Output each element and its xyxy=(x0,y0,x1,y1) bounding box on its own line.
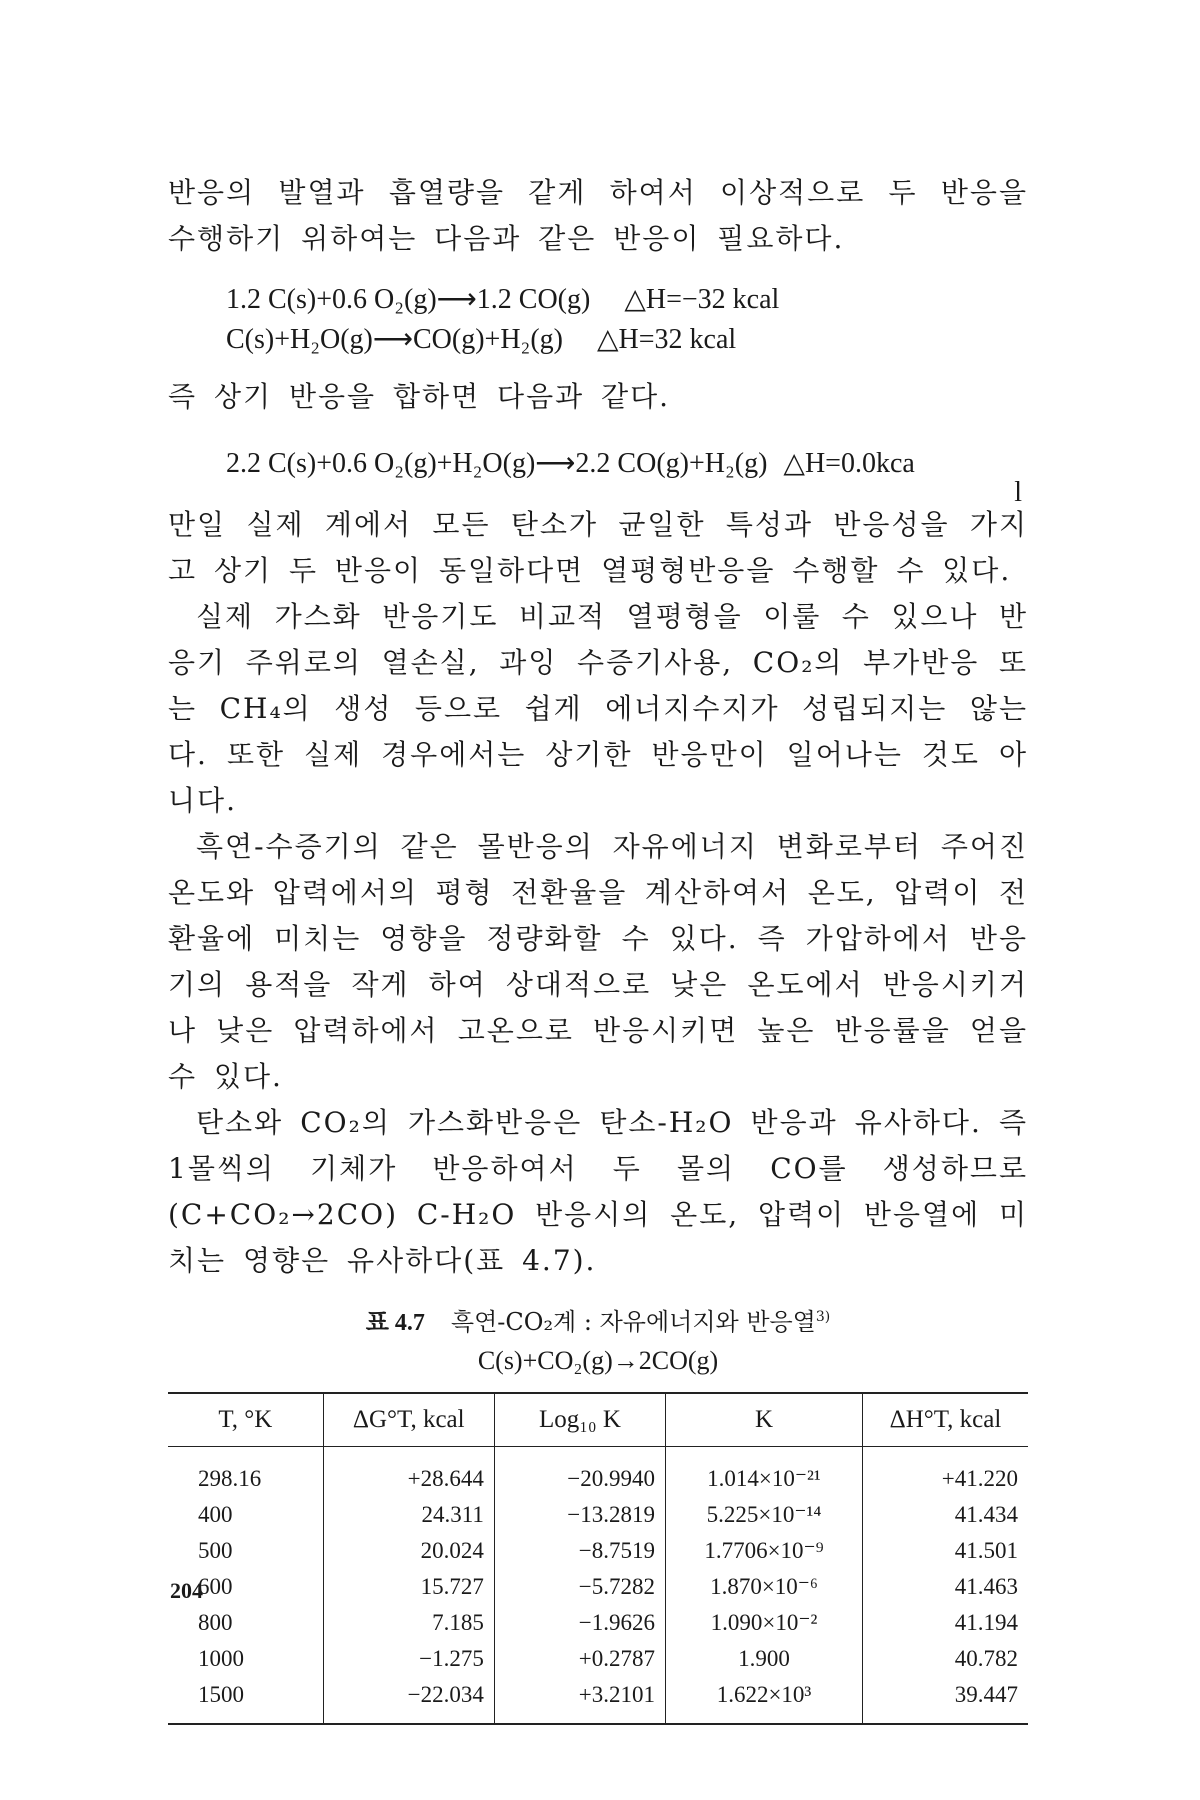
cell-delta-g: +28.644 xyxy=(323,1447,494,1498)
cell-delta-h: 39.447 xyxy=(862,1677,1028,1724)
cell-temperature: 298.16 xyxy=(198,1466,262,1491)
table-caption-text: 흑연-CO₂계 : 자유에너지와 반응열 xyxy=(450,1308,816,1336)
cell-k: 1.090×10⁻² xyxy=(666,1605,863,1641)
cell-delta-g: 15.727 xyxy=(323,1569,494,1605)
table-caption xyxy=(168,1298,1028,1342)
equation-2-reaction: C(s)+H₂O(g)⟶CO(g)+H₂(g) xyxy=(226,324,563,355)
equation-1-enthalpy: △H=−32 kcal xyxy=(624,284,780,315)
table-header-row xyxy=(168,1393,1028,1447)
paragraph-6: 탄소와 CO₂의 가스화반응은 탄소-H₂O 반응과 유사하다. 즉 1몰씩의 기체가 반응하여서 두 몰의 CO를 생성하므로(C+CO₂→2CO) C-H₂O 반응시의 온도, 압력이 반응열에 미치는 영향은 유사하다(표 4.7). xyxy=(168,1106,1028,1277)
cell-temperature: 600 xyxy=(198,1574,233,1599)
cell-delta-h: 41.434 xyxy=(862,1497,1028,1533)
page-content xyxy=(168,170,1028,1725)
cell-delta-g: 20.024 xyxy=(323,1533,494,1569)
equation-3 xyxy=(226,444,1028,484)
header-k: K xyxy=(666,1393,863,1447)
cell-log-k: −5.7282 xyxy=(494,1569,665,1605)
data-table xyxy=(168,1392,1028,1725)
table-row xyxy=(168,1641,1028,1677)
cell-log-k: +3.2101 xyxy=(494,1677,665,1724)
equation-3-tail: l xyxy=(1014,477,1022,508)
table-row xyxy=(168,1447,1028,1498)
cell-k: 1.900 xyxy=(666,1641,863,1677)
cell-k: 5.225×10⁻¹⁴ xyxy=(666,1497,863,1533)
header-delta-h: ΔH°T, kcal xyxy=(862,1393,1028,1447)
equation-3-reaction: 2.2 C(s)+0.6 O₂(g)+H₂O(g)⟶2.2 CO(g)+H₂(g) xyxy=(226,448,768,479)
cell-temperature: 400 xyxy=(198,1502,233,1527)
equation-1 xyxy=(226,280,1028,320)
table-caption-equation: C(s)+CO₂(g)→2CO(g) xyxy=(477,1346,719,1375)
cell-k: 1.014×10⁻²¹ xyxy=(666,1447,863,1498)
table-row xyxy=(168,1677,1028,1724)
cell-k: 1.870×10⁻⁶ xyxy=(666,1569,863,1605)
cell-delta-h: +41.220 xyxy=(862,1447,1028,1498)
cell-delta-g: 24.311 xyxy=(323,1497,494,1533)
table-row xyxy=(168,1605,1028,1641)
cell-log-k: +0.2787 xyxy=(494,1641,665,1677)
cell-delta-h: 41.501 xyxy=(862,1533,1028,1569)
table-row xyxy=(168,1533,1028,1569)
equation-1-reaction: 1.2 C(s)+0.6 O₂(g)⟶1.2 CO(g) xyxy=(226,284,591,315)
header-temperature: T, °K xyxy=(168,1393,323,1447)
paragraph-1: 반응의 발열과 흡열량을 같게 하여서 이상적으로 두 반응을 수행하기 위하여는 다음과 같은 반응이 필요하다. xyxy=(168,176,1028,255)
page-number: 204 xyxy=(170,1578,203,1603)
table-row xyxy=(168,1497,1028,1533)
table-row xyxy=(168,1569,1028,1605)
paragraph-3: 만일 실제 계에서 모든 탄소가 균일한 특성과 반응성을 가지고 상기 두 반응이 동일하다면 열평형반응을 수행할 수 있다. xyxy=(168,508,1028,587)
cell-k: 1.622×10³ xyxy=(666,1677,863,1724)
cell-delta-g: 7.185 xyxy=(323,1605,494,1641)
paragraph-5: 흑연-수증기의 같은 몰반응의 자유에너지 변화로부터 주어진 온도와 압력에서의 평형 전환율을 계산하여서 온도, 압력이 전환율에 미치는 영향을 정량화할 수 있다. 즉 가압하에서 반응기의 용적을 작게 하여 상대적으로 낮은 온도에서 반응시키거나 낮은 압력하에서 고온으로 반응시키면 높은 반응률을 얻을 수 있다. xyxy=(168,830,1028,1093)
cell-delta-g: −1.275 xyxy=(323,1641,494,1677)
equation-3-enthalpy: △H=0.0kca xyxy=(783,448,915,479)
table-caption-number: 표 4.7 xyxy=(365,1310,425,1336)
cell-temperature: 800 xyxy=(198,1610,233,1635)
cell-temperature: 1500 xyxy=(198,1682,244,1707)
header-log-k: Log₁₀ K xyxy=(494,1393,665,1447)
cell-delta-h: 41.194 xyxy=(862,1605,1028,1641)
cell-temperature: 1000 xyxy=(198,1646,244,1671)
cell-log-k: −13.2819 xyxy=(494,1497,665,1533)
cell-temperature: 500 xyxy=(198,1538,233,1563)
cell-delta-h: 40.782 xyxy=(862,1641,1028,1677)
header-delta-g: ΔG°T, kcal xyxy=(323,1393,494,1447)
cell-delta-g: −22.034 xyxy=(323,1677,494,1724)
cell-log-k: −20.9940 xyxy=(494,1447,665,1498)
paragraph-2: 즉 상기 반응을 합하면 다음과 같다. xyxy=(168,380,671,413)
table-caption-reference: 3) xyxy=(815,1309,831,1325)
equation-2 xyxy=(226,320,1028,360)
cell-k: 1.7706×10⁻⁹ xyxy=(666,1533,863,1569)
cell-delta-h: 41.463 xyxy=(862,1569,1028,1605)
cell-log-k: −8.7519 xyxy=(494,1533,665,1569)
paragraph-4: 실제 가스화 반응기도 비교적 열평형을 이룰 수 있으나 반응기 주위로의 열손실, 과잉 수증기사용, CO₂의 부가반응 또는 CH₄의 생성 등으로 쉽게 에너지수지가 성립되지는 않는다. 또한 실제 경우에서는 상기한 반응만이 일어나는 것도 아니다. xyxy=(168,600,1028,817)
equation-2-enthalpy: △H=32 kcal xyxy=(596,324,737,355)
cell-log-k: −1.9626 xyxy=(494,1605,665,1641)
